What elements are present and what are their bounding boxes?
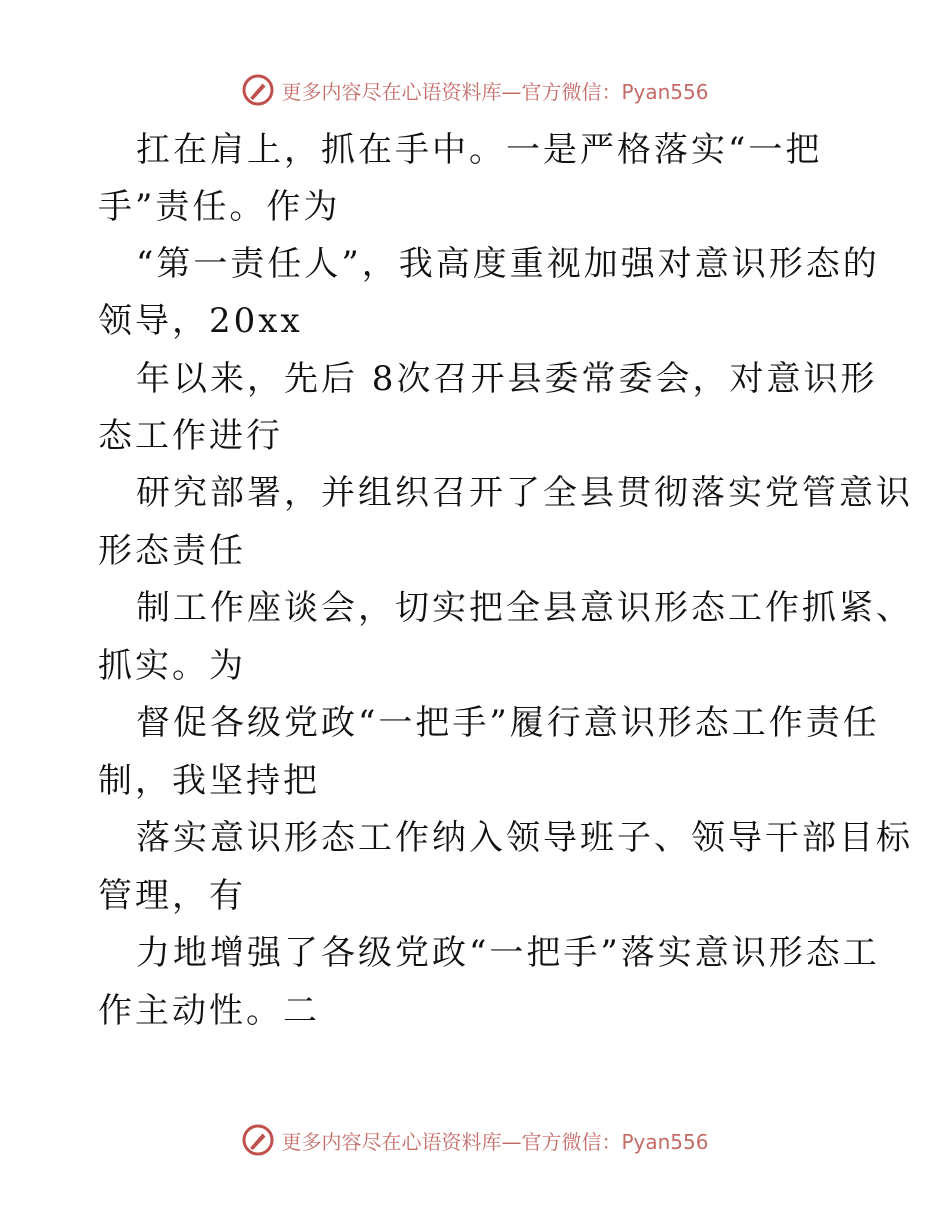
- text-line: 管理，有: [98, 876, 246, 916]
- pen-logo-icon: [241, 73, 275, 107]
- text-line: 落实意识形态工作纳入领导班子、领导干部目标: [136, 818, 913, 858]
- text-line: 抓实。为: [98, 646, 246, 686]
- text-line: 制，我坚持把: [98, 761, 320, 801]
- text-line: “第一责任人”，我高度重视加强对意识形态的: [136, 244, 880, 284]
- text-line: 扛在肩上，抓在手中。一是严格落实“一把: [136, 130, 823, 170]
- text-line: 作主动性。二: [98, 991, 320, 1031]
- footer-watermark: [0, 1120, 950, 1160]
- text-line: 研究部署，并组织召开了全县贯彻落实党管意识: [136, 473, 913, 513]
- header-watermark: [0, 70, 950, 110]
- text-line: 态工作进行: [98, 416, 283, 456]
- header-watermark-text: 更多内容尽在心语资料库—官方微信：Pyan556: [281, 79, 709, 104]
- pen-logo-icon: [241, 1123, 275, 1157]
- footer-watermark-text: 更多内容尽在心语资料库—官方微信：Pyan556: [281, 1129, 709, 1154]
- text-line: 形态责任: [98, 531, 246, 571]
- text-line: 手”责任。作为: [98, 187, 341, 227]
- text-line: 年以来，先后 8次召开县委常委会，对意识形: [136, 359, 878, 399]
- text-line: 领导，20xx: [98, 301, 303, 341]
- text-line: 制工作座谈会，切实把全县意识形态工作抓紧、: [136, 588, 913, 628]
- text-line: 督促各级党政“一把手”履行意识形态工作责任: [136, 703, 880, 743]
- text-line: 力地增强了各级党政“一把手”落实意识形态工: [136, 933, 880, 973]
